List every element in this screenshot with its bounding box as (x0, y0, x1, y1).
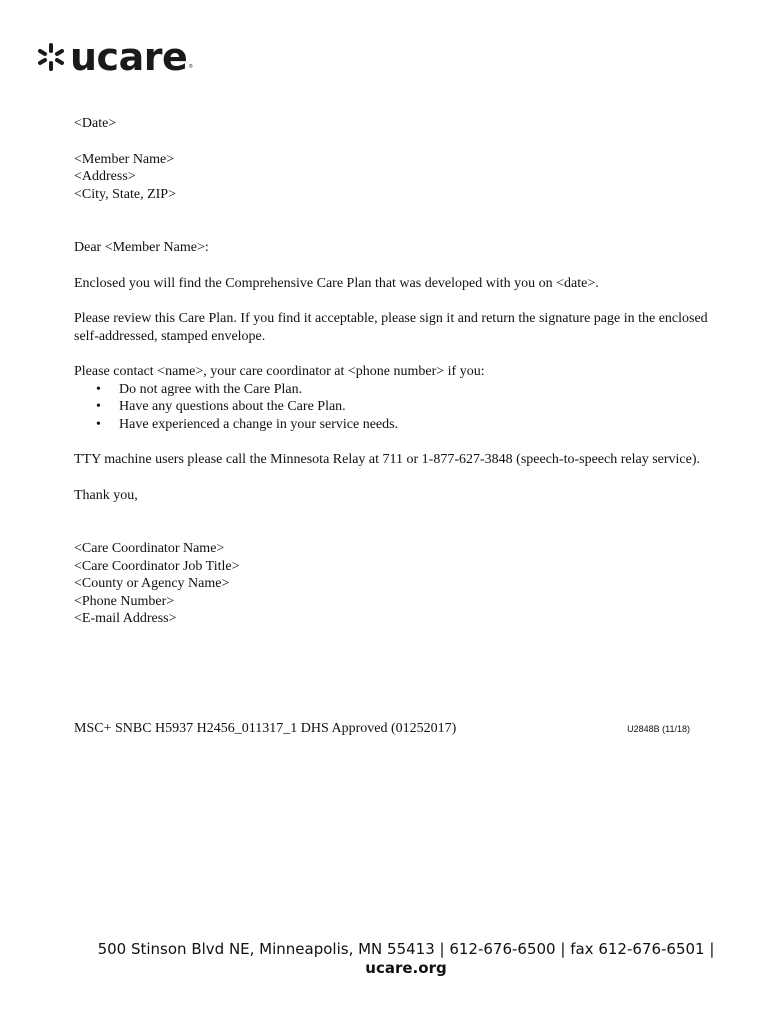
signature-coordinator-name: <Care Coordinator Name> (74, 541, 225, 556)
list-item (74, 416, 714, 434)
paragraph-enclosed-plan: Enclosed you will find the Comprehensive Care Plan that was developed with you on <date>. (74, 275, 599, 291)
paragraph-tty: TTY machine users please call the Minnesota Relay at 711 or 1-877-627-3848 (speech-to-speech relay service). (74, 452, 701, 467)
list-item (74, 381, 714, 399)
address-line: 500 Stinson Blvd NE, Minneapolis, MN 55413 | 612-676-6500 | fax 612-676-6501 | (97, 940, 715, 958)
bullet-icon: • (96, 416, 101, 432)
letter-body (74, 115, 714, 628)
recipient-name: <Member Name> (74, 151, 175, 167)
recipient-address: <Address> (74, 169, 136, 184)
form-number: U2848B (11/18) (627, 724, 690, 734)
website-link[interactable]: ucare.org (365, 959, 447, 977)
company-address-footer (0, 940, 770, 978)
closing: Thank you, (74, 487, 138, 503)
document-codes (74, 721, 690, 737)
bullet-icon: • (96, 399, 101, 414)
recipient-city-state-zip: <City, State, ZIP> (74, 186, 176, 202)
bullet-icon: • (96, 381, 101, 397)
contact-reasons-list (74, 381, 714, 434)
msc-approval-code: MSC+ SNBC H5937 H2456_011317_1 DHS Approved (01252017) (74, 721, 457, 736)
list-item-text: Do not agree with the Care Plan. (119, 381, 303, 397)
letter-date: <Date> (74, 116, 117, 131)
salutation: Dear <Member Name>: (74, 240, 209, 255)
list-item-text: Have any questions about the Care Plan. (119, 399, 346, 414)
list-item (74, 398, 714, 416)
paragraph-contact-intro: Please contact <name>, your care coordinator at <phone number> if you: (74, 364, 485, 379)
ucare-logo (36, 35, 194, 79)
signature-email: <E-mail Address> (74, 611, 177, 626)
ucare-starburst-icon (36, 42, 66, 72)
logo-wordmark: ucare (70, 35, 188, 79)
signature-agency: <County or Agency Name> (74, 576, 230, 591)
paragraph-review-plan: Please review this Care Plan. If you find it acceptable, please sign it and return the signature page in the enclosed self-addressed, stamped envelope. (74, 311, 708, 344)
signature-job-title: <Care Coordinator Job Title> (74, 558, 240, 574)
list-item-text: Have experienced a change in your service needs. (119, 416, 399, 432)
logo-trademark: ® (188, 64, 194, 70)
signature-phone: <Phone Number> (74, 593, 175, 609)
